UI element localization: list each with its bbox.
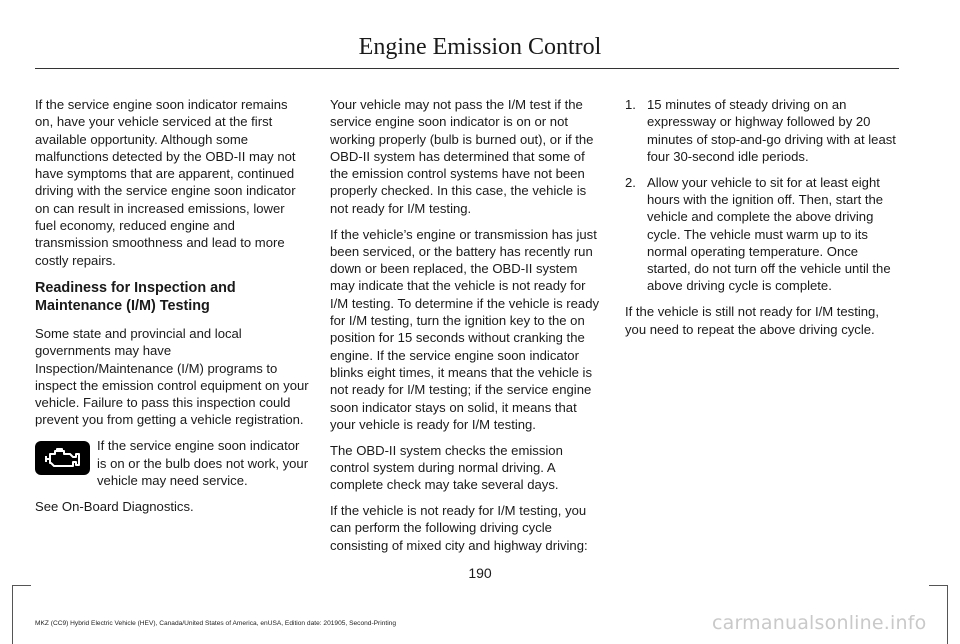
indicator-note-text: If the service engine soon indicator is on or the bulb does not work, your vehicle may need service. <box>97 438 309 488</box>
list-item <box>625 174 897 295</box>
paragraph-obd-checks: The OBD-II system checks the emission control system during normal driving. A complete check may take several days. <box>330 442 563 493</box>
engine-icon <box>35 441 90 475</box>
step-number: 1. <box>625 97 636 112</box>
step-number: 2. <box>625 174 636 190</box>
step-text: 15 minutes of steady driving on an expressway or highway followed by 20 minutes of stop-and-go driving with at least four 30-second idle periods. <box>647 97 896 164</box>
list-item <box>625 96 897 165</box>
section-heading: Readiness for Inspection and Maintenance (I/M) Testing <box>35 279 236 314</box>
engine-icon-graphic <box>42 446 84 470</box>
indicator-note <box>35 437 309 497</box>
closing-paragraph: If the vehicle is still not ready for I/M testing, you need to repeat the above driving cycle. <box>625 304 879 337</box>
page-title: Engine Emission Control <box>358 34 602 60</box>
crop-mark-left <box>12 585 31 644</box>
paragraph-driving-cycle: If the vehicle is not ready for I/M testing, you can perform the following driving cycle consisting of mixed city and highway driving: <box>330 503 588 553</box>
step-text: Allow your vehicle to sit for at least eight hours with the ignition off. Then, start the vehicle and complete the above driving cycle. The vehicle must warm up to its normal operating temperature. Once started, do not turn off the vehicle until the above driving cycle is complete. <box>647 174 891 294</box>
edition-footer: MKZ (CC9) Hybrid Electric Vehicle (HEV), Canada/United States of America, enUSA, Edition date: 201905, Second-Printing <box>35 620 396 627</box>
header-divider <box>35 68 899 69</box>
column-middle <box>330 96 603 562</box>
paragraph-readiness-check: If the vehicle’s engine or transmission has just been serviced, or the battery has recently run down or been replaced, the OBD-II system may indicate that the vehicle is not ready for I/M testing. To determine if the vehicle is ready for I/M testing, turn the ignition key to the on position for 15 seconds without cranking the engine. If the service engine soon indicator blinks eight times, it means that the vehicle is not ready for I/M testing; if the service engine soon indicator stays on solid, it means that your vehicle is ready for I/M testing. <box>330 226 600 432</box>
intro-paragraph: If the service engine soon indicator remains on, have your vehicle serviced at the first available opportunity. Although some malfunctions detected by the OBD-II may not have symptoms that are apparent, continued driving with the service engine soon indicator on can result in increased emissions, lower fuel economy, reduced engine and transmission smoothness and lead to more costly repairs. <box>35 97 296 268</box>
watermark: carmanualsonline.info <box>712 612 927 634</box>
column-left <box>35 96 309 523</box>
driving-cycle-steps <box>625 96 897 295</box>
column-right <box>625 96 897 346</box>
see-on-board-diagnostics: See On-Board Diagnostics. <box>35 498 194 514</box>
crop-mark-right <box>929 585 948 644</box>
im-programs-paragraph: Some state and provincial and local governments may have Inspection/Maintenance (I/M) programs to inspect the emission control equipment on your vehicle. Failure to pass this inspection could prevent you from getting a vehicle registration. <box>35 325 309 428</box>
page-number: 190 <box>468 565 492 581</box>
paragraph-fail-test: Your vehicle may not pass the I/M test if the service engine soon indicator is on or not working properly (bulb is burned out), or if the OBD-II system has determined that some of the emission control systems have not been properly checked. In this case, the vehicle is not ready for I/M testing. <box>330 97 594 216</box>
